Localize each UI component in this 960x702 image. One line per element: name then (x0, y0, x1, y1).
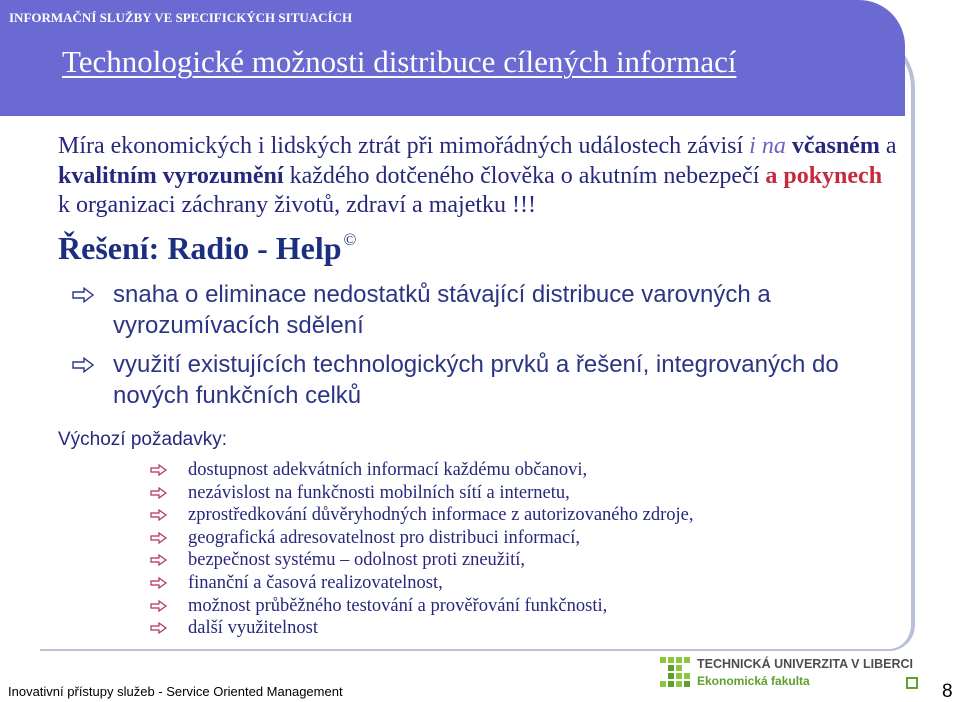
tul-logo-icon (660, 657, 691, 689)
outline-right-arrow-icon (72, 287, 94, 303)
section-label: INFORMAČNÍ SLUŽBY VE SPECIFICKÝCH SITUACÍCH (9, 10, 353, 25)
square-outline-icon (906, 677, 918, 689)
outline-right-arrow-icon (150, 577, 167, 589)
requirements-list (150, 459, 693, 640)
intro-bold-text: včasném (791, 133, 880, 159)
intro-highlight-text: a pokynech (765, 162, 883, 189)
slide-title: Technologické možnosti distribuce cílených informací (62, 44, 737, 79)
requirement-text: finanční a časová realizovatelnost, (188, 572, 443, 593)
intro-bold-text: kvalitním vyrozumění (58, 162, 284, 189)
requirement-text: nezávislost na funkčnosti mobilních sítí a internetu, (188, 482, 570, 503)
bullet-line: vyrozumívacích sdělení (113, 311, 364, 339)
bullet-line: nových funkčních celků (113, 381, 362, 409)
intro-line-1 (58, 132, 896, 162)
requirement-text: zprostředkování důvěryhodných informace z autorizovaného zdroje, (188, 505, 694, 526)
intro-text: k organizaci záchrany životů, zdraví a majetku !!! (58, 192, 536, 218)
requirement-text: dostupnost adekvátních informací každému občanovi, (188, 460, 588, 480)
intro-text: a (879, 133, 897, 159)
faculty-name: Ekonomická fakulta (697, 674, 810, 688)
requirements-label: Výchozí požadavky: (58, 429, 227, 450)
outline-right-arrow-icon (72, 357, 94, 373)
requirement-item (150, 459, 693, 482)
requirement-text: bezpečnost systému – odolnost proti zneužití, (188, 550, 526, 571)
requirement-item (150, 482, 693, 505)
requirement-text: možnost průběžného testování a prověřování funkčnosti, (188, 595, 608, 616)
intro-paragraph (58, 132, 896, 221)
requirement-item (150, 504, 693, 527)
outline-right-arrow-icon (150, 464, 167, 476)
outline-right-arrow-icon (150, 622, 167, 634)
bullet-line: snaha o eliminace nedostatků stávající distribuce varovných a (113, 281, 771, 308)
intro-text: každého dotčeného člověka o akutním nebezpečí (283, 162, 766, 189)
university-logo (660, 656, 920, 692)
outline-right-arrow-icon (150, 532, 167, 544)
bullet-item (72, 280, 839, 341)
solution-heading (58, 229, 356, 273)
copyright-mark: © (343, 230, 357, 249)
university-name: TECHNICKÁ UNIVERZITA V LIBERCI (697, 657, 913, 671)
bullet-item (72, 350, 839, 411)
requirement-text: další využitelnost (188, 618, 318, 639)
intro-italic-text: i na (749, 133, 786, 159)
solution-heading-text: Řešení: Radio - Help (58, 230, 342, 266)
solution-bullets (72, 280, 839, 420)
bullet-line: využití existujících technologických prvků a řešení, integrovaných do (113, 351, 839, 378)
requirement-item (150, 617, 693, 640)
footer-course-title: Inovativní přístupy služeb - Service Oriented Management (8, 684, 343, 699)
requirement-item (150, 572, 693, 595)
outline-right-arrow-icon (150, 487, 167, 499)
intro-text: Míra ekonomických i lidských ztrát při mimořádných událostech závisí (58, 133, 750, 159)
outline-right-arrow-icon (150, 509, 167, 521)
page-number: 8 (942, 681, 953, 702)
requirement-item (150, 527, 693, 550)
intro-line-3 (58, 191, 896, 221)
outline-right-arrow-icon (150, 554, 167, 566)
requirement-item (150, 549, 693, 572)
intro-line-2 (58, 162, 896, 192)
requirement-text: geografická adresovatelnost pro distribuci informací, (188, 527, 580, 548)
requirement-item (150, 595, 693, 618)
outline-right-arrow-icon (150, 600, 167, 612)
